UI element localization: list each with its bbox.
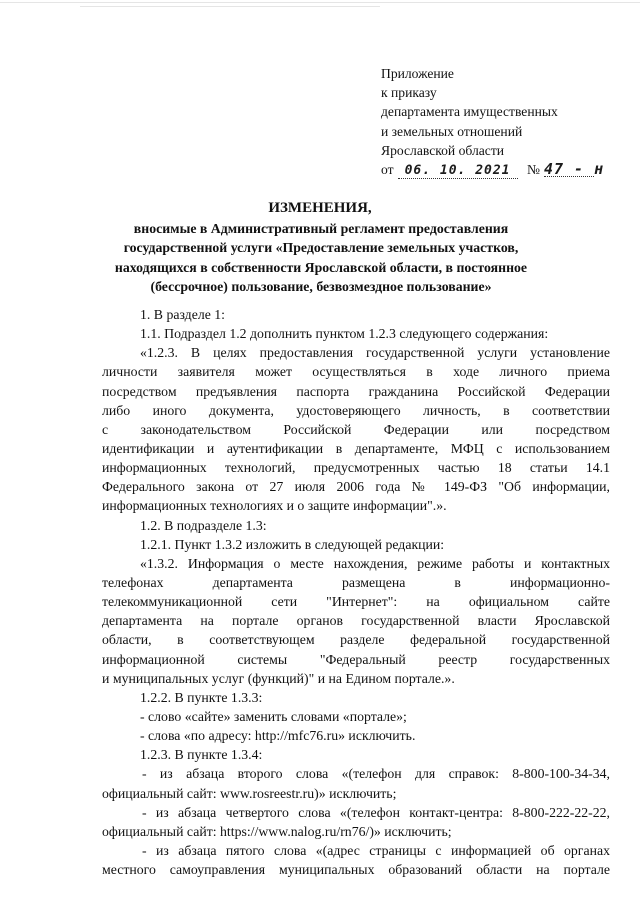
body-line: официальный сайт: https://www.nalog.ru/rn76/)» исключить; [102, 823, 452, 839]
body-line: - из абзаца пятого слова «(адрес страницы с информацией об органах [142, 842, 610, 858]
appendix-block [381, 64, 611, 179]
body-line: информационных технологиях и о защите информации".». [102, 498, 447, 514]
document-body [102, 305, 610, 879]
body-line: 1.1. Подраздел 1.2 дополнить пунктом 1.2.3 следующего содержания: [140, 326, 549, 342]
body-line: 1. В разделе 1: [140, 307, 226, 322]
order-date: 06. 10. 2021 [398, 164, 518, 179]
body-line: 1.2. В подразделе 1.3: [140, 517, 267, 533]
body-line: Федерального закона от 27 июля 2006 года № 149-ФЗ "Об информации, [102, 479, 610, 495]
body-line: 1.2.2. В пункте 1.3.3: [140, 689, 263, 705]
body-line: - из абзаца четвертого слова «(телефон контакт-центра: 8-800-222-22-22, [142, 804, 610, 820]
body-line: - слово «сайте» заменить словами «портале»; [140, 708, 407, 724]
body-line: 1.2.1. Пункт 1.3.2 изложить в следующей редакции: [140, 536, 445, 552]
date-prefix: от [381, 162, 394, 178]
number-prefix: № [526, 162, 540, 178]
document-title: ИЗМЕНЕНИЯ, [268, 200, 372, 216]
scan-noise [0, 2, 640, 3]
body-line: информационной системы "Федеральный реестр государственных [102, 651, 610, 667]
body-line: «1.3.2. Информация о месте нахождения, режиме работы и контактных [140, 555, 610, 571]
appendix-line: к приказу [381, 85, 437, 101]
appendix-line: Приложение [381, 66, 454, 81]
appendix-line: и земельных отношений [381, 123, 523, 139]
body-line: департамента на портале органов государственной власти Ярославской [102, 613, 610, 629]
body-line: 1.2.3. В пункте 1.3.4: [140, 747, 263, 763]
subtitle-line: (бессрочное) пользование, безвозмездное пользование» [150, 279, 492, 295]
scan-noise [80, 6, 380, 7]
body-line: посредством предъявления паспорта гражданина Российской Федерации [102, 383, 610, 399]
body-line: информационных технологий, предусмотренных частью 18 статьи 14.1 [102, 460, 610, 476]
body-line: телефонах департамента размещена в информационно- [102, 574, 610, 590]
document-subtitle [96, 219, 546, 297]
order-number: 47 - н [543, 160, 605, 179]
body-line: телекоммуникационной сети "Интернет": на официальном сайте [102, 594, 610, 610]
body-line: - слова «по адресу: http://mfc76.ru» исключить. [140, 728, 416, 744]
body-line: личности заявителя может осуществляться в ходе личного приема [102, 364, 610, 380]
appendix-line: Ярославской области [381, 142, 505, 158]
subtitle-line: находящихся в собственности Ярославской области, в постоянное [114, 259, 528, 275]
body-line: области, в соответствующем разделе федеральной государственной [102, 632, 610, 648]
subtitle-line: вносимые в Административный регламент предоставления [133, 221, 509, 236]
body-line: идентификации и аутентификации в департаменте, МФЦ с использованием [102, 440, 610, 456]
body-line: «1.2.3. В целях предоставления государственной услуги установление [140, 345, 610, 361]
body-line: либо иного документа, удостоверяющего личность, в соответствии [102, 402, 610, 418]
subtitle-line: государственной услуги «Предоставление земельных участков, [123, 240, 519, 256]
appendix-line: департамента имущественных [381, 104, 558, 120]
order-date-number-line [381, 160, 611, 179]
body-line: местного самоуправления муниципальных образований области на портале [102, 862, 610, 878]
body-line: с законодательством Российской Федерации или посредством [102, 421, 610, 437]
body-line: официальный сайт: www.rosreestr.ru)» исключить; [102, 785, 397, 801]
body-line: и муниципальных услуг (функций)" и на Едином портале.». [102, 670, 455, 686]
body-line: - из абзаца второго слова «(телефон для справок: 8-800-100-34-34, [142, 766, 610, 782]
